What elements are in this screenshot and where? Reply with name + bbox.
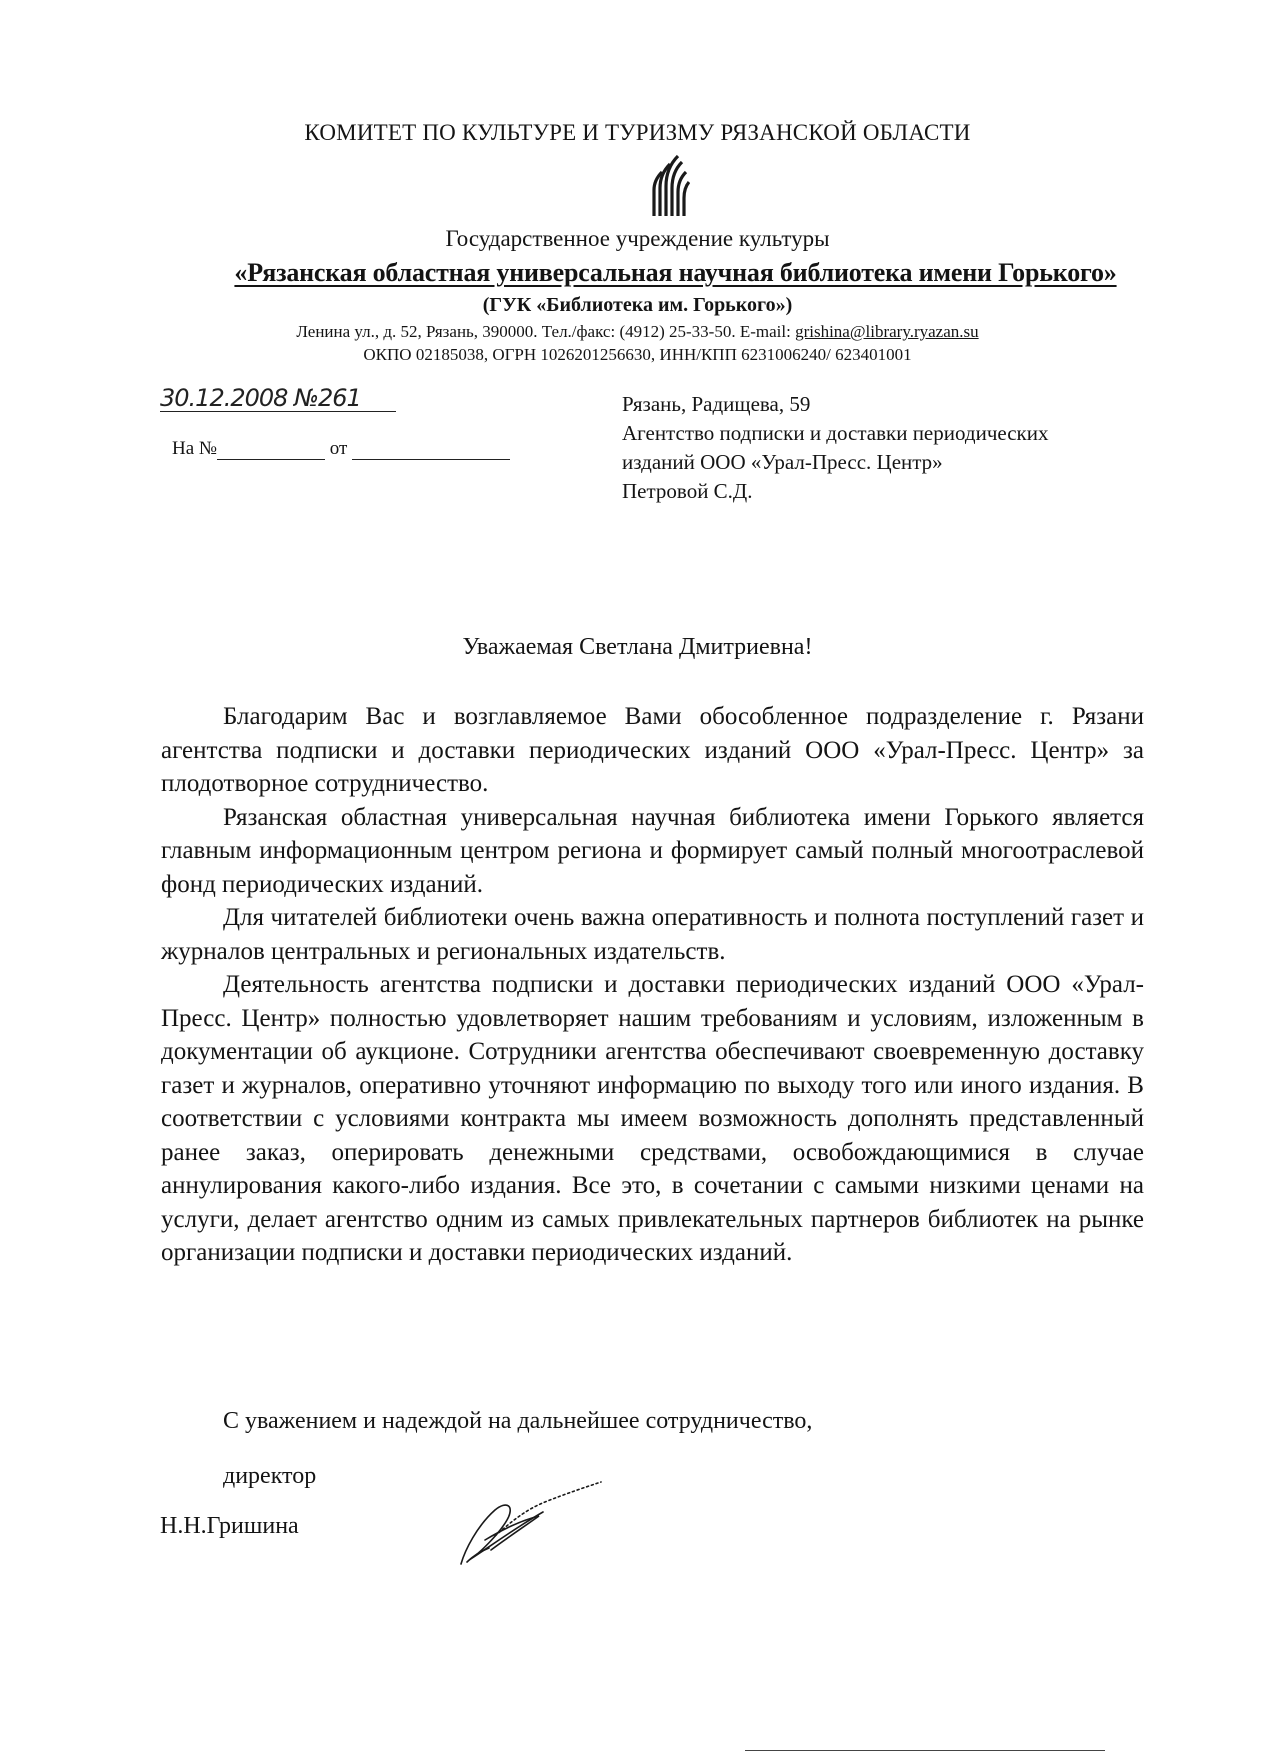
library-abbreviation: (ГУК «Библиотека им. Горького») bbox=[482, 294, 793, 316]
body-paragraph: Деятельность агентства подписки и доставки периодических изданий ООО «Урал-Пресс. Центр» полностью удовлетворяет нашим требованиям и условиям, изложенным в документации об аукционе. Сотрудники агентства обеспечивают своевременную доставку газет и журналов, оперативно уточняют информацию по выходу того или иного издания. В соответствии с условиями контракта мы имеем возможность дополнять представленный ранее заказ, оперировать денежными средствами, освобождающимися в случае аннулирования какого-либо издания. Все это, в сочетании с самыми низкими ценами на услуги, делает агентство одним из самых привлекательных партнеров библиотек на рынке организации подписки и доставки периодических изданий. bbox=[161, 971, 1144, 1266]
addressee-line: Агентство подписки и доставки периодических bbox=[622, 421, 1049, 445]
institution-type: Государственное учреждение культуры bbox=[445, 226, 830, 251]
addressee-line: изданий ООО «Урал-Пресс. Центр» bbox=[622, 450, 943, 474]
closing-phrase: С уважением и надеждой на дальнейшее сотрудничество, bbox=[223, 1408, 813, 1434]
reference-number-blank bbox=[217, 441, 325, 460]
email-link[interactable]: grishina@library.ryazan.su bbox=[795, 322, 979, 341]
salutation: Уважаемая Светлана Дмитриевна! bbox=[462, 634, 813, 660]
library-name: «Рязанская областная универсальная научная библиотека имени Горького» bbox=[234, 258, 1117, 287]
contacts-line bbox=[0, 322, 1275, 342]
signer-name: Н.Н.Гришина bbox=[160, 1513, 299, 1539]
reference-date-blank bbox=[352, 441, 510, 460]
body-paragraph: Для читателей библиотеки очень важна оперативность и полнота поступлений газет и журналов центральных и региональных издательств. bbox=[161, 904, 1144, 965]
reference-date-label: от bbox=[329, 438, 348, 459]
addressee-line: Петровой С.Д. bbox=[622, 479, 753, 503]
body-paragraph: Рязанская областная универсальная научная библиотека имени Горького является главным информационным центром региона и формирует самый полный многоотраслевой фонд периодических изданий. bbox=[161, 803, 1144, 898]
contacts-text: Ленина ул., д. 52, Рязань, 390000. Тел./факс: (4912) 25-33-50. E-mail: bbox=[296, 322, 796, 341]
signer-position: директор bbox=[223, 1463, 317, 1489]
reference-line bbox=[172, 438, 510, 460]
library-logo-icon bbox=[650, 150, 690, 216]
footer-rule bbox=[745, 1750, 1105, 1751]
addressee-line: Рязань, Радищева, 59 bbox=[622, 392, 811, 416]
outgoing-number-handwritten: 30.12.2008 №261 bbox=[160, 385, 396, 412]
letter-body bbox=[161, 700, 1144, 1270]
committee-header: КОМИТЕТ ПО КУЛЬТУРЕ И ТУРИЗМУ РЯЗАНСКОЙ ОБЛАСТИ bbox=[304, 120, 971, 145]
body-paragraph: Благодарим Вас и возглавляемое Вами обособленное подразделение г. Рязани агентства подписки и доставки периодических изданий ООО «Урал-Пресс. Центр» за плодотворное сотрудничество. bbox=[161, 703, 1144, 797]
reference-number-label: На № bbox=[172, 438, 218, 459]
addressee-block bbox=[622, 390, 1048, 506]
handwritten-signature bbox=[455, 1480, 605, 1570]
registration-codes: ОКПО 02185038, ОГРН 1026201256630, ИНН/КПП 6231006240/ 623401001 bbox=[363, 345, 912, 364]
